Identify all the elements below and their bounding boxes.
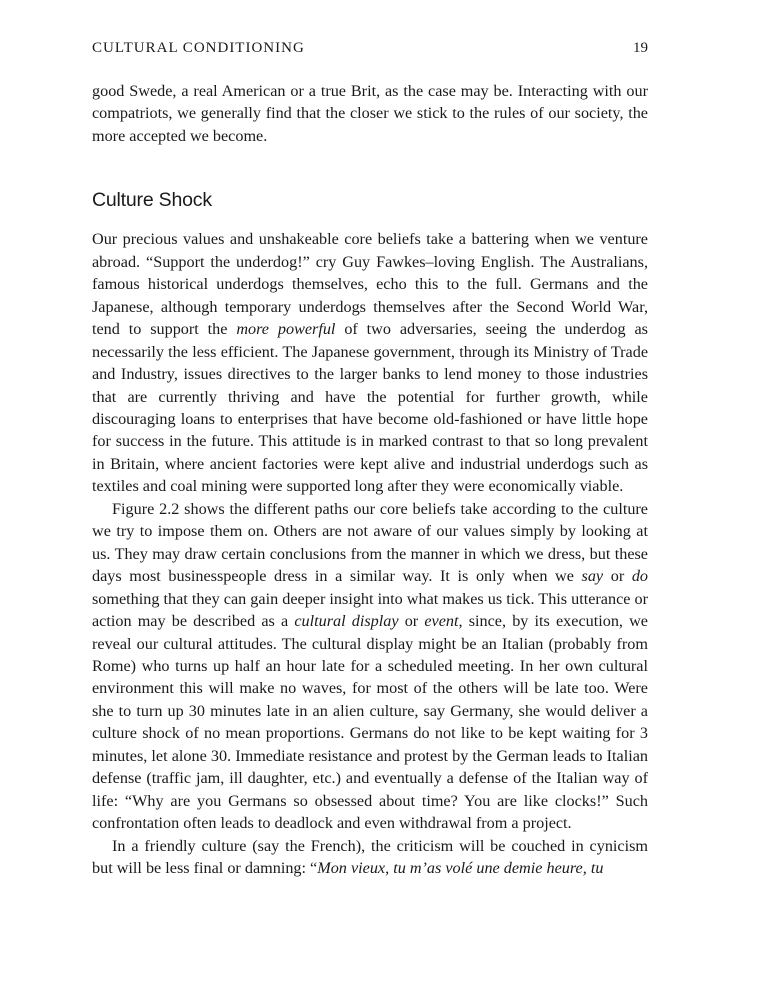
paragraph-1-emphasis: more powerful [236,320,336,339]
paragraph-2 [92,498,648,835]
paragraph-1 [92,228,648,497]
paragraph-2-text-a: Figure 2.2 shows the different paths our core beliefs take according to the culture we try to impose them on. Others are not aware of our values simply by looking at us. They may draw certain conclusions from the manner in which we dress, but these days most businesspeople dress in a similar way. It is only when we [92,499,648,586]
book-page [92,40,648,880]
paragraph-2-emphasis-event: event, [424,612,463,631]
chapter-title: CULTURAL CONDITIONING [92,40,305,56]
paragraph-2-text-e: since, by its execution, we reveal our cultural attitudes. The cultural display might be an Italian (probably from Rome) who turns up half an hour late for a scheduled meeting. In her own cultural environment this will make no waves, for most of the others will be late too. Were she to turn up 30 minutes late in an alien culture, say Germany, she would deliver a culture shock of no mean proportions. Germans do not like to be kept waiting for 3 minutes, let alone 30. Immediate resistance and protest by the German leads to Italian defense (traffic jam, ill daughter, etc.) and eventually a defense of the Italian way of life: “Why are you Germans so obsessed about time? You are like clocks!” Such confrontation often leads to deadlock and even withdrawal from a project. [92,612,648,833]
running-head [92,40,648,70]
intro-paragraph: good Swede, a real American or a true Brit, as the case may be. Interacting with our compatriots, we generally find that the closer we stick to the rules of our society, the more accepted we become. [92,82,648,145]
paragraph-3-french-quote: Mon vieux, tu m’as volé une demie heure, tu [317,859,604,878]
paragraph-1-text-b: of two adversaries, seeing the underdog as necessarily the less efficient. The Japanese government, through its Ministry of Trade and Industry, issues directives to the larger banks to lend money to those industries that are currently thriving and have the potential for further growth, while discouraging loans to enterprises that have become old-fashioned or have little hope for success in the future. This attitude is in marked contrast to that so long prevalent in Britain, where ancient factories were kept alive and industrial underdogs such as textiles and coal mining were supported long after they were economically viable. [92,320,648,496]
page-number: 19 [633,40,648,56]
paragraph-2-text-c: something that they can gain deeper insight into what makes us tick. This utterance or action may be described as a [92,589,648,631]
paragraph-2-text-b: or [603,567,632,586]
paragraph-2-emphasis-say: say [581,567,604,586]
paragraph-3 [92,835,648,880]
paragraph-1-text-a: Our precious values and unshakeable core beliefs take a battering when we venture abroad. “Support the underdog!” cry Guy Fawkes–loving English. The Australians, famous historical underdogs themselves, echo this to the full. Germans and the Japanese, although temporary underdogs themselves after the Second World War, tend to support the [92,230,648,339]
paragraph-2-emphasis-do: do [631,567,649,586]
paragraph-3-text-a: In a friendly culture (say the French), the criticism will be couched in cynicism but will be less final or damning: “ [92,836,648,878]
paragraph-2-text-d: or [398,612,425,631]
paragraph-2-emphasis-cultural-display: cultural display [294,612,399,631]
section-heading: Culture Shock [92,189,212,212]
